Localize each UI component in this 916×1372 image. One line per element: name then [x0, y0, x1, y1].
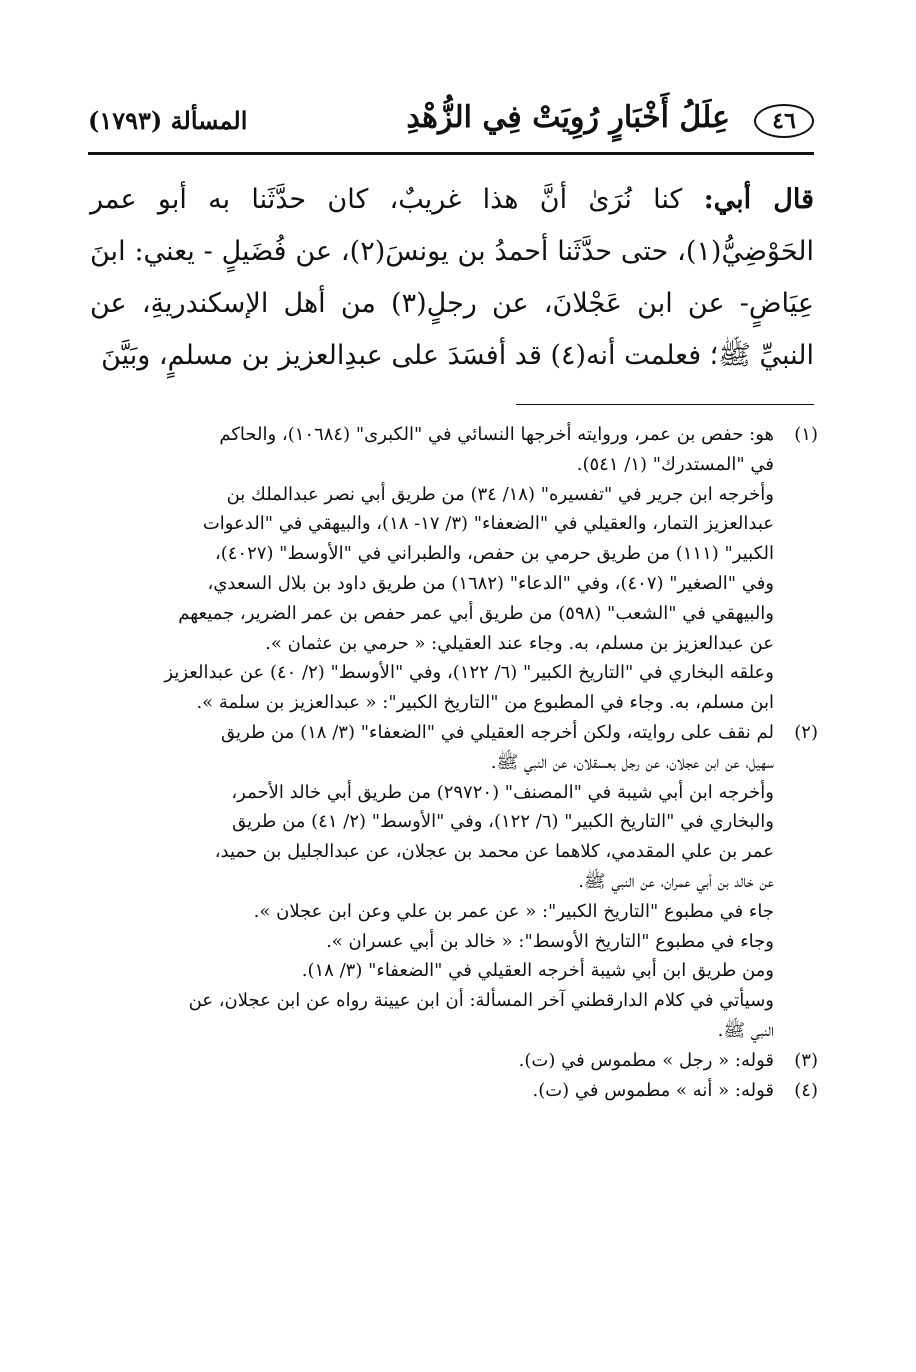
- footnote-2: [88, 718, 818, 1046]
- footnote-line: عمر بن علي المقدمي، كلاهما عن محمد بن عجلان، عن عبدالجليل بن حميد،: [214, 841, 774, 863]
- footnote-line: جاء في مطبوع "التاريخ الكبير": « عن عمر بن علي وعن ابن عجلان ».: [253, 900, 774, 922]
- footnote-line: في "المستدرك" (١/ ٥٤١).: [576, 453, 774, 475]
- footnote-line: عبدالعزيز التمار، والعقيلي في "الضعفاء" (٣/ ١٧- ١٨)، والبيهقي في "الدعوات: [202, 513, 774, 535]
- footnote-line: والبخاري في "التاريخ الكبير" (٦/ ١٢٢)، وفي "الأوسط" (٢/ ٤١) من طريق: [232, 811, 774, 833]
- footnote-line: قوله: « رجل » مطموس في (ت).: [518, 1049, 774, 1071]
- footnote-line: وأخرجه ابن أبي شيبة في "المصنف" (٢٩٧٢٠) من طريق أبي خالد الأحمر،: [231, 781, 774, 803]
- main-body-text: كنا نُرَىٰ أنَّ هذا غريبٌ، كان حدَّثَنا به أبو عمر الحَوْضِيُّ(١)، حتى حدَّثَنا أحمدُ بن يونسَ(٢)، عن فُضَيلٍ - يعني: ابنَ عِيَاضٍ- عن ابن عَجْلانَ، عن رجلٍ(٣) من أهل الإسكندريةِ، عن النبيِّ ﷺ؛ فعلمت أنه(٤) قد أفسَدَ على عبدِالعزيز بن مسلمٍ، وبَيَّنَ: [90, 184, 814, 371]
- footnote-line: سهيل، عن ابن عجلان، عن رجل بعسقلان، عن النبي ﷺ.: [490, 751, 774, 773]
- footnote-line: وسيأتي في كلام الدارقطني آخر المسألة: أن ابن عيينة رواه عن ابن عجلان، عن: [188, 990, 774, 1012]
- footnote-line: عن خالد بن أبي عمران، عن النبي ﷺ.: [578, 870, 774, 892]
- footnote-line: لم نقف على روايته، ولكن أخرجه العقيلي في "الضعفاء" (٣/ ١٨) من طريق: [221, 721, 774, 743]
- footnote-line: وأخرجه ابن جرير في "تفسيره" (١٨/ ٣٤) من طريق أبي نصر عبدالملك بن: [226, 483, 774, 505]
- lead-phrase: قال أبي:: [703, 184, 815, 215]
- footnote-line: هو: حفص بن عمر، وروايته أخرجها النسائي في "الكبرى" (١٠٦٨٤)، والحاكم: [219, 424, 774, 445]
- footnote-line: عن عبدالعزيز بن مسلم، به. وجاء عند العقيلي: « حرمي بن عثمان ».: [265, 632, 774, 654]
- book-title: عِلَلُ أَخْبَارٍ رُوِيَتْ فِي الزُّهْدِ: [406, 100, 730, 135]
- page-header: [88, 96, 814, 148]
- footnote-3: [88, 1046, 818, 1076]
- footnotes: [88, 420, 818, 1105]
- footnote-line: ومن طريق ابن أبي شيبة أخرجه العقيلي في "الضعفاء" (٣/ ١٨).: [301, 960, 774, 982]
- footnote-line: الكبير" (١١١) من طريق حرمي بن حفص، والطبراني في "الأوسط" (٤٠٢٧)،: [214, 543, 774, 565]
- main-text: [90, 174, 814, 382]
- header-divider: [88, 152, 814, 155]
- footnote-number: (٢): [794, 721, 818, 743]
- footnote-line: النبي ﷺ.: [717, 1019, 774, 1041]
- main-paragraph: [90, 174, 814, 382]
- footnote-line: وفي "الصغير" (٤٠٧)، وفي "الدعاء" (١٦٨٢) من طريق داود بن بلال السعدي،: [207, 572, 774, 594]
- footnote-line: قوله: « أنه » مطموس في (ت).: [532, 1079, 774, 1101]
- footnote-number: (٤): [794, 1079, 818, 1101]
- footnote-4: [88, 1076, 818, 1106]
- footnote-line: والبيهقي في "الشعب" (٥٩٨) من طريق أبي عمر حفص بن عمر الضرير، جميعهم: [178, 602, 774, 624]
- footnote-line: وجاء في مطبوع "التاريخ الأوسط": « خالد بن أبي عسران ».: [326, 930, 774, 952]
- footnote-divider: [516, 404, 814, 405]
- footnote-number: (١): [794, 424, 818, 445]
- footnote-line: ابن مسلم، به. وجاء في المطبوع من "التاريخ الكبير": « عبدالعزيز بن سلمة ».: [196, 692, 774, 714]
- footnote-number: (٣): [794, 1049, 818, 1071]
- issue-number: المسألة (١٧٩٣): [88, 106, 248, 135]
- footnote-1: [88, 420, 818, 718]
- page-number: ٤٦: [754, 104, 814, 138]
- footnote-line: وعلقه البخاري في "التاريخ الكبير" (٦/ ١٢٢)، وفي "الأوسط" (٢/ ٤٠) عن عبدالعزيز: [164, 662, 774, 684]
